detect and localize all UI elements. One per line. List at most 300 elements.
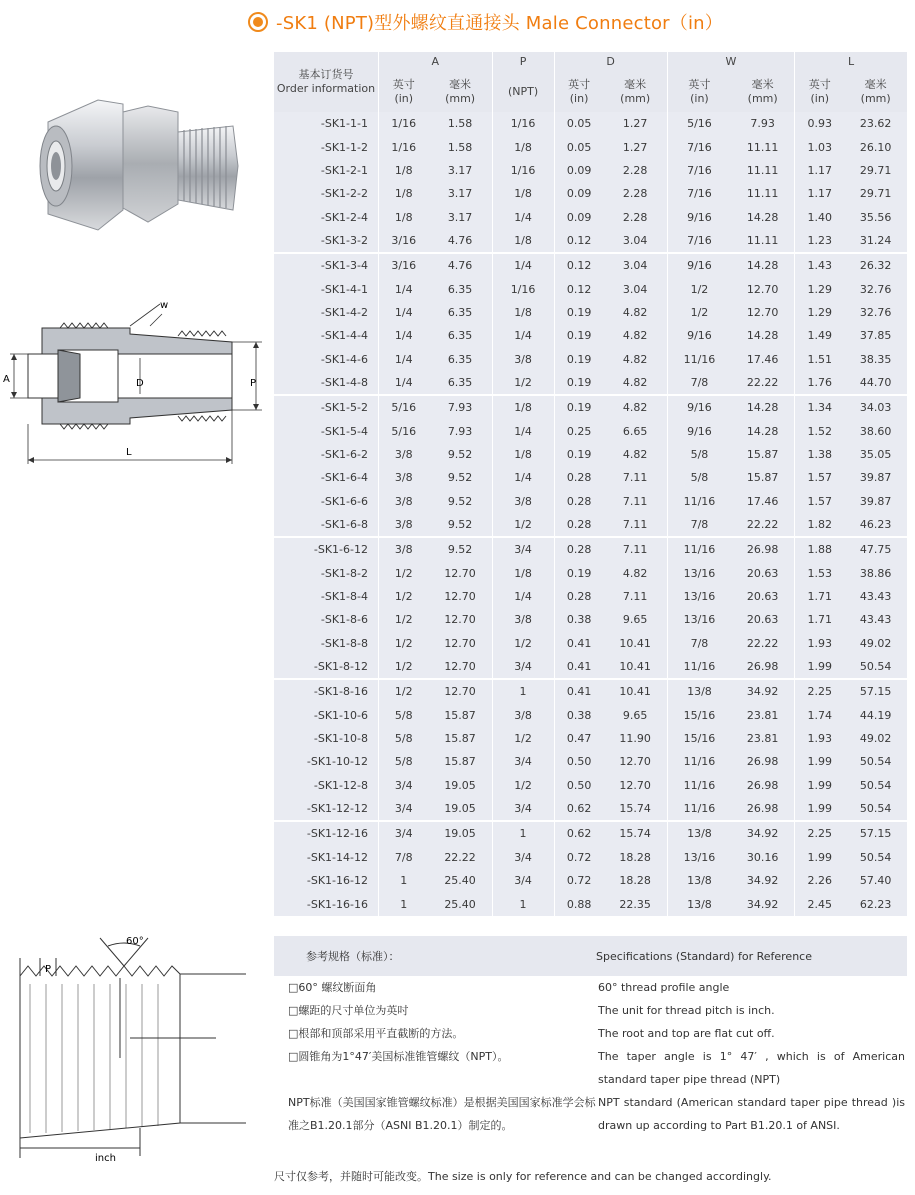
value-cell: 1/2 [667,301,731,324]
order-code-cell: -SK1-5-4 [274,419,379,442]
note-cn: □圆锥角为1°47′美国标准锥管螺纹（NPT）。 [288,1050,509,1063]
value-cell: 1.40 [795,205,845,228]
value-cell: 44.70 [844,371,907,395]
header-p: P [492,52,554,72]
header-l: L [795,52,907,72]
value-cell: 4.82 [604,324,668,347]
value-cell: 49.02 [844,727,907,750]
value-cell: 34.92 [731,679,795,703]
value-cell: 50.54 [844,797,907,821]
table-row [274,466,907,489]
value-cell: 11/16 [667,750,731,773]
value-cell: 1/4 [492,585,554,608]
order-code-cell: -SK1-8-16 [274,679,379,703]
order-code-cell: -SK1-8-4 [274,585,379,608]
value-cell: 13/8 [667,679,731,703]
value-cell: 15.87 [731,466,795,489]
value-cell: 2.26 [795,869,845,892]
value-cell: 1.03 [795,135,845,158]
unit-en: (mm) [445,92,476,105]
value-cell: 1/16 [492,112,554,135]
value-cell: 1/2 [667,277,731,300]
value-cell: 34.92 [731,821,795,845]
value-cell: 4.82 [604,562,668,585]
value-cell: 34.92 [731,892,795,915]
value-cell: 1.93 [795,727,845,750]
value-cell: 11.11 [731,159,795,182]
value-cell: 1/4 [379,371,429,395]
title-text: -SK1 (NPT)型外螺纹直通接头 Male Connector（in） [276,13,723,34]
header-unit [554,72,604,112]
notes-header [274,936,907,976]
value-cell: 3/4 [379,821,429,845]
value-cell: 7.93 [429,395,493,419]
note-row [274,976,907,999]
table-row [274,608,907,631]
order-code-cell: -SK1-6-6 [274,490,379,513]
value-cell: 1/16 [492,277,554,300]
value-cell: 29.71 [844,182,907,205]
value-cell: 1/4 [379,347,429,370]
order-code-cell: -SK1-8-2 [274,562,379,585]
value-cell: 29.71 [844,159,907,182]
header-unit [379,72,429,112]
value-cell: 1/16 [379,135,429,158]
header-unit [844,72,907,112]
value-cell: 1/2 [492,774,554,797]
value-cell: 6.65 [604,419,668,442]
unit-en: (in) [394,92,414,105]
value-cell: 3/16 [379,253,429,277]
value-cell: 13/8 [667,821,731,845]
value-cell: 7/8 [667,371,731,395]
value-cell: 1.71 [795,585,845,608]
value-cell: 26.98 [731,537,795,561]
value-cell: 49.02 [844,632,907,655]
value-cell: 3/8 [379,537,429,561]
value-cell: 0.28 [554,466,604,489]
value-cell: 7.93 [429,419,493,442]
value-cell: 1.17 [795,159,845,182]
value-cell: 9.52 [429,466,493,489]
value-cell: 20.63 [731,562,795,585]
value-cell: 25.40 [429,869,493,892]
order-code-cell: -SK1-1-1 [274,112,379,135]
header-a: A [379,52,493,72]
value-cell: 12.70 [731,277,795,300]
table-row [274,159,907,182]
value-cell: 11/16 [667,655,731,679]
value-cell: 2.45 [795,892,845,915]
value-cell: 0.50 [554,750,604,773]
value-cell: 5/8 [667,466,731,489]
value-cell: 3.04 [604,277,668,300]
value-cell: 3/4 [379,774,429,797]
value-cell: 1/2 [492,727,554,750]
value-cell: 2.25 [795,679,845,703]
value-cell: 3/8 [379,443,429,466]
value-cell: 46.23 [844,513,907,537]
value-cell: 20.63 [731,585,795,608]
value-cell: 0.25 [554,419,604,442]
table-row [274,774,907,797]
value-cell: 1/16 [492,159,554,182]
value-cell: 30.16 [731,846,795,869]
value-cell: 11/16 [667,774,731,797]
value-cell: 1 [492,892,554,915]
value-cell: 12.70 [429,679,493,703]
value-cell: 1/16 [379,112,429,135]
value-cell: 11/16 [667,797,731,821]
value-cell: 32.76 [844,301,907,324]
value-cell: 1/2 [492,513,554,537]
table-row [274,112,907,135]
value-cell: 11/16 [667,347,731,370]
unit-en: (NPT) [507,85,539,98]
value-cell: 9.52 [429,443,493,466]
thread-diagram [0,928,250,1178]
order-code-cell: -SK1-2-4 [274,205,379,228]
value-cell: 4.82 [604,395,668,419]
value-cell: 13/8 [667,869,731,892]
value-cell: 15.74 [604,821,668,845]
header-unit [731,72,795,112]
note-en: NPT standard (American standard taper pipe thread )is drawn up according to Part B1.20.1 of ANSI. [598,1096,905,1132]
value-cell: 25.40 [429,892,493,915]
value-cell: 1/8 [492,301,554,324]
unit-cn: 英寸 [568,78,591,91]
value-cell: 7.11 [604,513,668,537]
value-cell: 9/16 [667,253,731,277]
value-cell: 1/8 [379,159,429,182]
value-cell: 1/2 [379,655,429,679]
product-photo [28,92,243,240]
value-cell: 0.93 [795,112,845,135]
note-row [274,1045,907,1091]
value-cell: 0.38 [554,608,604,631]
value-cell: 17.46 [731,490,795,513]
value-cell: 4.82 [604,371,668,395]
value-cell: 22.22 [429,846,493,869]
dim-d-label: D [136,378,144,389]
value-cell: 0.19 [554,371,604,395]
value-cell: 0.19 [554,562,604,585]
table-row [274,490,907,513]
value-cell: 9/16 [667,419,731,442]
value-cell: 37.85 [844,324,907,347]
value-cell: 34.03 [844,395,907,419]
value-cell: 7/8 [379,846,429,869]
value-cell: 7.11 [604,585,668,608]
order-code-cell: -SK1-5-2 [274,395,379,419]
value-cell: 44.19 [844,704,907,727]
value-cell: 1.29 [795,301,845,324]
value-cell: 1 [379,869,429,892]
value-cell: 15.87 [429,727,493,750]
value-cell: 9.52 [429,490,493,513]
value-cell: 6.35 [429,347,493,370]
unit-cn: 毫米 [751,78,774,91]
value-cell: 0.88 [554,892,604,915]
value-cell: 3/8 [492,704,554,727]
order-code-cell: -SK1-16-16 [274,892,379,915]
value-cell: 23.81 [731,727,795,750]
order-code-cell: -SK1-10-12 [274,750,379,773]
dim-p-label: P [250,378,257,389]
value-cell: 2.28 [604,205,668,228]
value-cell: 1.27 [604,112,668,135]
value-cell: 17.46 [731,347,795,370]
value-cell: 5/8 [379,704,429,727]
value-cell: 3/4 [492,797,554,821]
value-cell: 1/4 [492,205,554,228]
value-cell: 1.53 [795,562,845,585]
order-code-cell: -SK1-10-8 [274,727,379,750]
value-cell: 11.11 [731,135,795,158]
value-cell: 4.76 [429,253,493,277]
order-code-cell: -SK1-12-16 [274,821,379,845]
value-cell: 1/8 [492,443,554,466]
table-row [274,655,907,679]
value-cell: 22.22 [731,513,795,537]
value-cell: 15.87 [429,750,493,773]
value-cell: 22.35 [604,892,668,915]
target-bullet-icon [248,12,268,32]
value-cell: 0.41 [554,655,604,679]
order-code-cell: -SK1-6-8 [274,513,379,537]
value-cell: 1/8 [492,395,554,419]
page-title [248,8,723,36]
value-cell: 1/2 [492,632,554,655]
value-cell: 10.41 [604,655,668,679]
value-cell: 1.88 [795,537,845,561]
spec-notes [274,936,907,1137]
unit-cn: 英寸 [688,78,711,91]
value-cell: 47.75 [844,537,907,561]
order-code-cell: -SK1-4-1 [274,277,379,300]
order-code-cell: -SK1-2-2 [274,182,379,205]
value-cell: 13/16 [667,585,731,608]
value-cell: 31.24 [844,229,907,253]
value-cell: 0.38 [554,704,604,727]
order-header-en: Order information [276,82,376,95]
value-cell: 38.60 [844,419,907,442]
value-cell: 9/16 [667,395,731,419]
value-cell: 7.11 [604,466,668,489]
unit-en: (in) [810,92,830,105]
header-unit [795,72,845,112]
value-cell: 39.87 [844,466,907,489]
value-cell: 1/4 [379,324,429,347]
value-cell: 15/16 [667,727,731,750]
value-cell: 13/16 [667,608,731,631]
value-cell: 1.38 [795,443,845,466]
value-cell: 1/8 [492,229,554,253]
spec-table [274,52,907,916]
value-cell: 1/8 [379,205,429,228]
value-cell: 18.28 [604,869,668,892]
value-cell: 7/16 [667,229,731,253]
value-cell: 1.74 [795,704,845,727]
value-cell: 3/4 [492,750,554,773]
value-cell: 0.09 [554,205,604,228]
unit-cn: 英寸 [392,78,415,91]
value-cell: 1.58 [429,112,493,135]
value-cell: 0.72 [554,846,604,869]
value-cell: 1.99 [795,655,845,679]
note-row [274,1022,907,1045]
notes-header-cn: 参考规格（标准）： [306,950,400,963]
value-cell: 3/16 [379,229,429,253]
dim-l-label: L [126,447,132,458]
value-cell: 0.41 [554,632,604,655]
value-cell: 35.56 [844,205,907,228]
note-en: 60° thread profile angle [598,981,730,994]
value-cell: 14.28 [731,253,795,277]
value-cell: 1/4 [492,253,554,277]
table-row [274,324,907,347]
table-row [274,513,907,537]
value-cell: 1.58 [429,135,493,158]
note-row [274,999,907,1022]
order-code-cell: -SK1-4-8 [274,371,379,395]
value-cell: 0.50 [554,774,604,797]
value-cell: 11.11 [731,182,795,205]
unit-cn: 毫米 [624,78,647,91]
table-row [274,821,907,845]
value-cell: 5/16 [667,112,731,135]
order-code-cell: -SK1-12-12 [274,797,379,821]
note-en: The root and top are flat cut off. [598,1027,775,1040]
value-cell: 11.90 [604,727,668,750]
value-cell: 26.32 [844,253,907,277]
value-cell: 0.12 [554,277,604,300]
table-row [274,750,907,773]
value-cell: 50.54 [844,774,907,797]
unit-en: (mm) [620,92,651,105]
order-code-cell: -SK1-4-2 [274,301,379,324]
order-code-cell: -SK1-4-6 [274,347,379,370]
table-row [274,395,907,419]
value-cell: 50.54 [844,750,907,773]
cross-section-diagram [0,292,270,472]
value-cell: 1/4 [492,324,554,347]
value-cell: 7/16 [667,182,731,205]
value-cell: 0.12 [554,229,604,253]
value-cell: 3/8 [492,490,554,513]
value-cell: 7.11 [604,537,668,561]
value-cell: 7/16 [667,135,731,158]
value-cell: 0.47 [554,727,604,750]
value-cell: 1.23 [795,229,845,253]
value-cell: 1/2 [379,679,429,703]
value-cell: 0.12 [554,253,604,277]
value-cell: 0.28 [554,513,604,537]
value-cell: 7.11 [604,490,668,513]
value-cell: 7/8 [667,632,731,655]
value-cell: 0.05 [554,112,604,135]
value-cell: 0.72 [554,869,604,892]
order-code-cell: -SK1-6-4 [274,466,379,489]
value-cell: 12.70 [429,608,493,631]
value-cell: 3/8 [379,466,429,489]
order-header [274,52,379,112]
order-code-cell: -SK1-8-12 [274,655,379,679]
value-cell: 15.74 [604,797,668,821]
header-d: D [554,52,667,72]
note-cn: □根部和顶部采用平直截断的方法。 [288,1027,464,1040]
value-cell: 1.34 [795,395,845,419]
value-cell: 26.98 [731,797,795,821]
value-cell: 4.76 [429,229,493,253]
value-cell: 1.93 [795,632,845,655]
table-row [274,371,907,395]
value-cell: 2.25 [795,821,845,845]
value-cell: 26.98 [731,655,795,679]
value-cell: 38.86 [844,562,907,585]
value-cell: 1.49 [795,324,845,347]
value-cell: 0.28 [554,490,604,513]
value-cell: 3/4 [492,869,554,892]
header-w: W [667,52,795,72]
value-cell: 19.05 [429,797,493,821]
value-cell: 0.19 [554,347,604,370]
order-code-cell: -SK1-14-12 [274,846,379,869]
value-cell: 3.17 [429,205,493,228]
value-cell: 1/2 [492,371,554,395]
value-cell: 20.63 [731,608,795,631]
table-row [274,419,907,442]
note-row [274,1091,907,1137]
table-row [274,253,907,277]
header-unit [667,72,731,112]
value-cell: 12.70 [429,655,493,679]
value-cell: 57.40 [844,869,907,892]
note-cn: NPT标准（美国国家锥管螺纹标准）是根据美国国家标准学会标准之B1.20.1部分（ASNI B1.20.1）制定的。 [288,1096,596,1132]
value-cell: 11/16 [667,490,731,513]
table-row [274,679,907,703]
order-code-cell: -SK1-10-6 [274,704,379,727]
order-code-cell: -SK1-3-2 [274,229,379,253]
unit-cn: 毫米 [864,78,887,91]
value-cell: 19.05 [429,774,493,797]
value-cell: 5/8 [667,443,731,466]
value-cell: 3/8 [379,513,429,537]
value-cell: 4.82 [604,347,668,370]
value-cell: 10.41 [604,679,668,703]
table-row [274,562,907,585]
note-en: The unit for thread pitch is inch. [598,1004,775,1017]
value-cell: 12.70 [731,301,795,324]
table-row [274,632,907,655]
unit-cn: 毫米 [449,78,472,91]
value-cell: 13/16 [667,846,731,869]
unit-en: (mm) [747,92,778,105]
order-code-cell: -SK1-1-2 [274,135,379,158]
value-cell: 14.28 [731,324,795,347]
value-cell: 1.99 [795,750,845,773]
value-cell: 12.70 [604,774,668,797]
value-cell: 0.19 [554,324,604,347]
order-header-cn: 基本订货号 [298,68,354,81]
table-row [274,135,907,158]
value-cell: 0.09 [554,159,604,182]
value-cell: 12.70 [429,585,493,608]
value-cell: 3.04 [604,253,668,277]
table-row [274,846,907,869]
value-cell: 5/16 [379,419,429,442]
value-cell: 22.22 [731,632,795,655]
